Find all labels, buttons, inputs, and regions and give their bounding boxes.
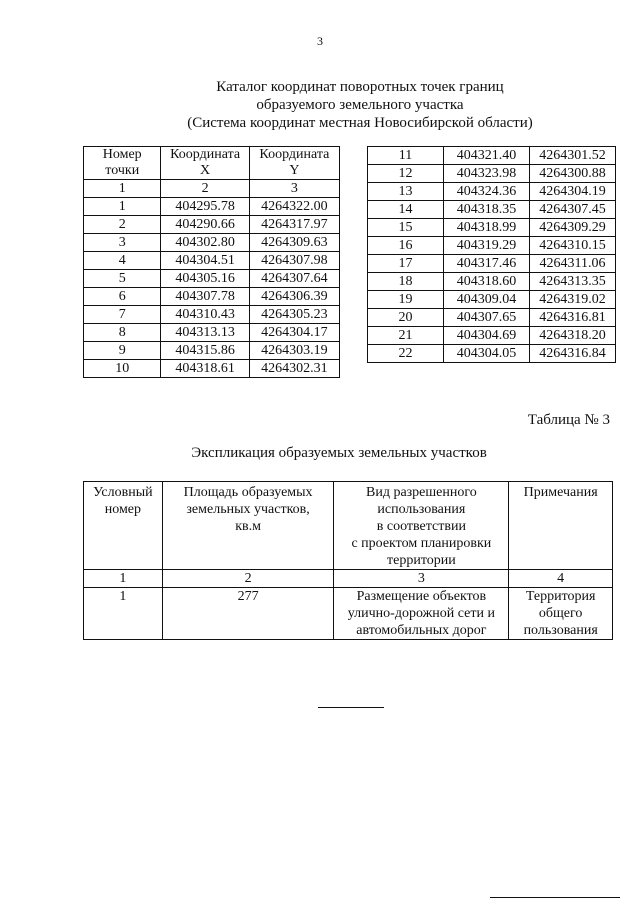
coordinate-y-cell: 4264302.31 [249,360,339,378]
table-row [84,252,340,270]
explication-table [83,481,613,640]
page-number: 3 [317,34,323,48]
header-line: Координата [259,147,330,162]
table-row [368,273,616,291]
coordinate-y-cell: 4264310.15 [530,237,616,255]
coordinate-x-cell: 404318.60 [444,273,530,291]
table-row [84,342,340,360]
coordinate-x-cell: 404290.66 [161,216,249,234]
coordinate-x-cell: 404304.69 [444,327,530,345]
header-point-number [84,147,161,180]
text-line: Вид разрешенного [365,485,477,500]
text-line: кв.м [235,519,261,534]
table-row [368,255,616,273]
text-line: Территория [525,589,596,604]
coordinate-y-cell: 4264316.81 [530,309,616,327]
text-line: номер [104,502,142,517]
table-row [84,288,340,306]
coordinate-y-cell: 4264313.35 [530,273,616,291]
text-line: Размещение объектов [356,589,487,604]
point-number-cell: 22 [368,345,444,363]
point-number-cell: 13 [368,183,444,201]
table-row [368,165,616,183]
coordinate-x-cell: 404304.05 [444,345,530,363]
coordinate-y-cell: 4264304.17 [249,324,339,342]
permitted-use-cell [334,588,509,640]
coordinate-y-cell: 4264316.84 [530,345,616,363]
coordinate-x-cell: 404323.98 [444,165,530,183]
text-line: пользования [523,623,598,638]
coordinate-x-cell: 404317.46 [444,255,530,273]
table-row [84,270,340,288]
coordinate-x-cell: 404307.65 [444,309,530,327]
explication-title: Экспликация образуемых земельных участков [191,445,487,461]
index-cell: 3 [249,180,339,198]
catalog-title-line: (Система координат местная Новосибирской области) [187,115,533,131]
text-line: автомобильных дорог [356,623,487,638]
index-cell: 1 [84,180,161,198]
point-number-cell: 17 [368,255,444,273]
point-number-cell: 11 [368,147,444,165]
header-line: Y [289,163,300,178]
coordinate-y-cell: 4264307.45 [530,201,616,219]
coordinate-x-cell: 404302.80 [161,234,249,252]
coordinate-y-cell: 4264305.23 [249,306,339,324]
text-line: территории [387,553,456,568]
coordinate-y-cell: 4264306.39 [249,288,339,306]
coordinate-x-cell: 404324.36 [444,183,530,201]
header-conditional-number [84,482,163,570]
header-line: Координата [170,147,241,162]
coordinate-y-cell: 4264322.00 [249,198,339,216]
coordinates-table-left [83,146,340,378]
coordinate-x-cell: 404315.86 [161,342,249,360]
coordinates-header-row [84,147,340,180]
coordinate-y-cell: 4264318.20 [530,327,616,345]
catalog-title [150,78,570,132]
table-row [368,309,616,327]
table-row [368,291,616,309]
text-line: Условный [93,485,153,500]
text-line: Примечания [523,485,598,500]
point-number-cell: 9 [84,342,161,360]
header-coordinate-x [161,147,249,180]
coordinate-y-cell: 4264301.52 [530,147,616,165]
notes-cell [509,588,613,640]
coordinate-y-cell: 4264311.06 [530,255,616,273]
table-row [368,237,616,255]
coordinates-left-body [84,198,340,378]
catalog-title-line: образуемого земельного участка [256,97,464,113]
coordinates-index-row [84,180,340,198]
separator-line [318,707,384,708]
point-number-cell: 20 [368,309,444,327]
index-cell: 2 [162,570,334,588]
explication-index-row [84,570,613,588]
explication-body [84,588,613,640]
point-number-cell: 10 [84,360,161,378]
coordinate-x-cell: 404305.16 [161,270,249,288]
text-line: с проектом планировки [351,536,492,551]
coordinate-x-cell: 404307.78 [161,288,249,306]
table-row [368,183,616,201]
point-number-cell: 15 [368,219,444,237]
index-cell: 3 [334,570,509,588]
coordinate-y-cell: 4264309.29 [530,219,616,237]
point-number-cell: 2 [84,216,161,234]
index-cell: 2 [161,180,249,198]
table-row [84,198,340,216]
coordinate-y-cell: 4264309.63 [249,234,339,252]
point-number-cell: 3 [84,234,161,252]
point-number-cell: 1 [84,198,161,216]
header-line: точки [105,163,140,178]
coordinates-right-body [368,147,616,363]
table-row [368,147,616,165]
coordinate-x-cell: 404318.99 [444,219,530,237]
footer-line [490,897,620,898]
catalog-title-line: Каталог координат поворотных точек границ [216,79,504,95]
coordinate-x-cell: 404313.13 [161,324,249,342]
header-notes [509,482,613,570]
table-number-label: Таблица № 3 [527,412,610,428]
coordinate-x-cell: 404318.61 [161,360,249,378]
coordinate-y-cell: 4264317.97 [249,216,339,234]
text-line: земельных участков, [186,502,310,517]
table-row [84,324,340,342]
point-number-cell: 12 [368,165,444,183]
text-line: улично-дорожной сети и [347,606,495,621]
text-line: Площадь образуемых [183,485,313,500]
header-area [162,482,334,570]
index-cell: 4 [509,570,613,588]
coordinate-x-cell: 404309.04 [444,291,530,309]
table-row [368,201,616,219]
coordinate-x-cell: 404295.78 [161,198,249,216]
coordinate-y-cell: 4264300.88 [530,165,616,183]
coordinate-y-cell: 4264307.64 [249,270,339,288]
header-line: X [200,163,211,178]
point-number-cell: 4 [84,252,161,270]
coordinate-x-cell: 404310.43 [161,306,249,324]
coordinate-y-cell: 4264303.19 [249,342,339,360]
point-number-cell: 7 [84,306,161,324]
header-line: Номер [102,147,142,162]
point-number-cell: 21 [368,327,444,345]
point-number-cell: 5 [84,270,161,288]
index-cell: 1 [84,570,163,588]
header-permitted-use [334,482,509,570]
coordinate-y-cell: 4264304.19 [530,183,616,201]
header-coordinate-y [249,147,339,180]
coordinate-x-cell: 404321.40 [444,147,530,165]
point-number-cell: 18 [368,273,444,291]
text-line: использования [377,502,466,517]
conditional-number-cell: 1 [84,588,163,640]
table-row [84,306,340,324]
table-row [368,219,616,237]
table-row [368,345,616,363]
point-number-cell: 14 [368,201,444,219]
text-line: общего [538,606,583,621]
table-row [84,234,340,252]
table-row [84,216,340,234]
coordinate-x-cell: 404304.51 [161,252,249,270]
point-number-cell: 19 [368,291,444,309]
table-row [84,588,613,640]
point-number-cell: 6 [84,288,161,306]
coordinate-x-cell: 404318.35 [444,201,530,219]
area-cell: 277 [162,588,334,640]
explication-header-row [84,482,613,570]
coordinate-x-cell: 404319.29 [444,237,530,255]
point-number-cell: 16 [368,237,444,255]
coordinates-table-right [367,146,616,363]
coordinate-y-cell: 4264307.98 [249,252,339,270]
table-row [84,360,340,378]
text-line: в соответствии [376,519,466,534]
point-number-cell: 8 [84,324,161,342]
coordinate-y-cell: 4264319.02 [530,291,616,309]
table-row [368,327,616,345]
